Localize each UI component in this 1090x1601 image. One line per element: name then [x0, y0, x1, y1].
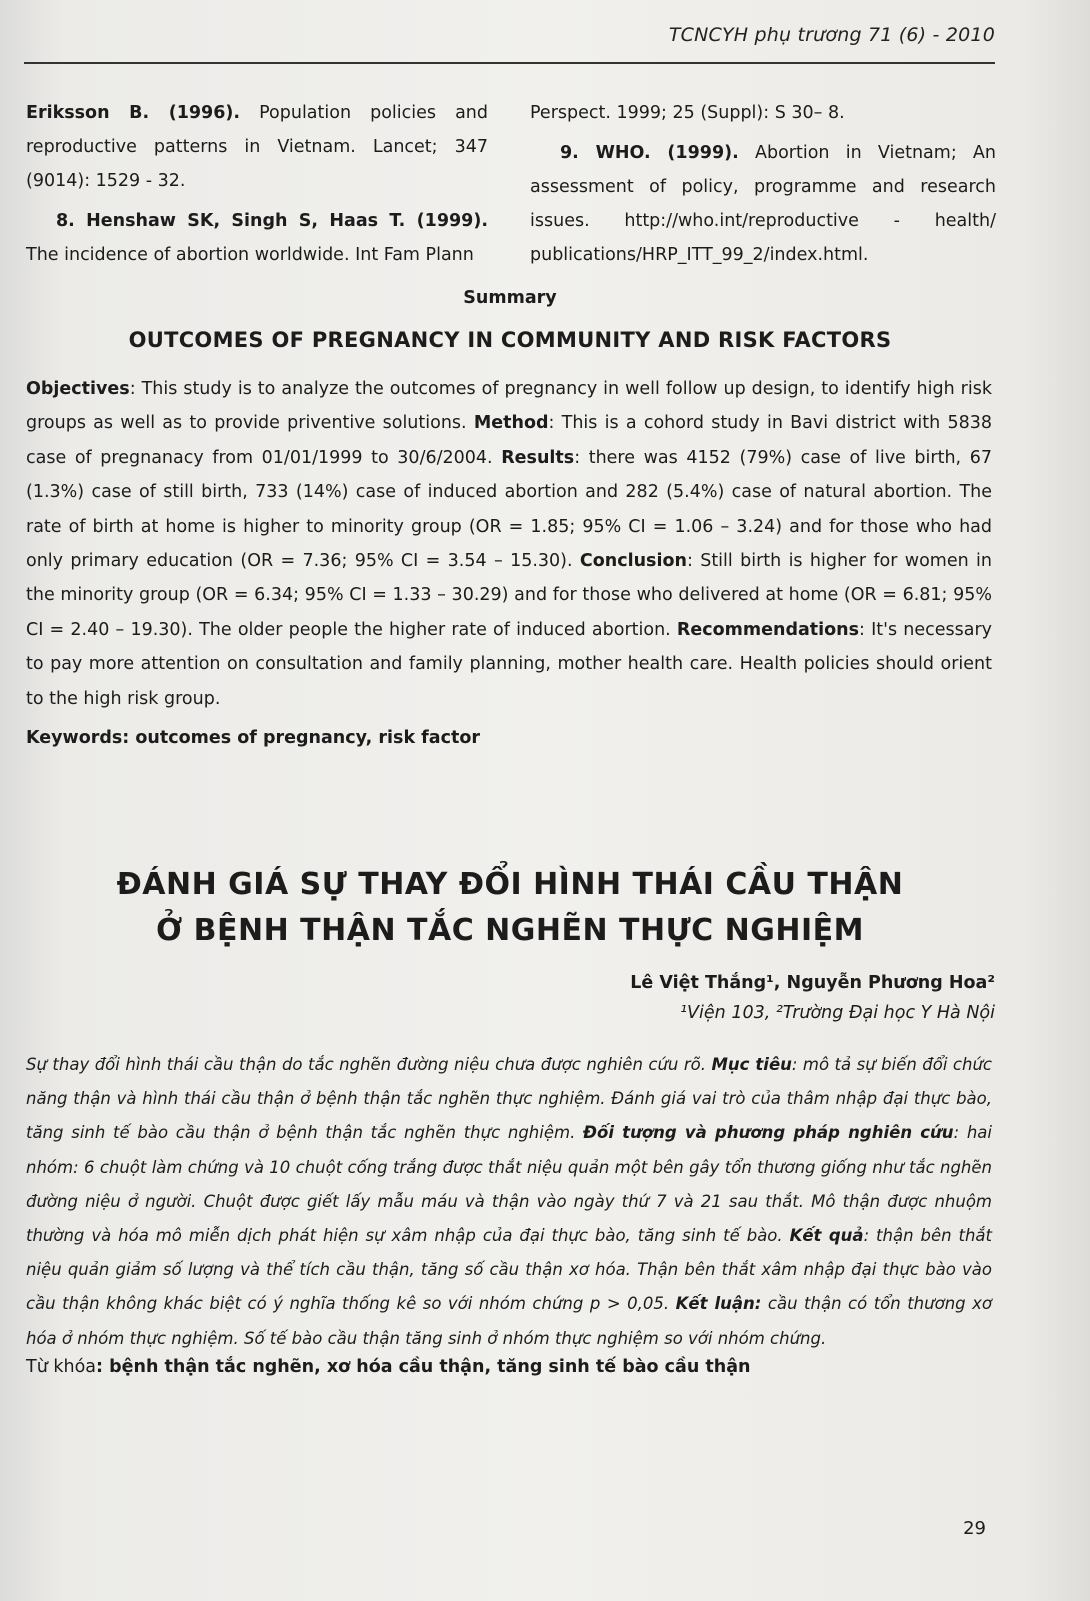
- objective-label-vn: Mục tiêu: [711, 1055, 792, 1074]
- recommendations-text: : It's necessary to pay more attention on consultation and family planning, mother health care. Health policies should orient to the high risk group.: [26, 619, 992, 709]
- summary-label: Summary: [463, 288, 557, 308]
- conclusion-label: Conclusion: [579, 551, 687, 572]
- references-right-column: [530, 96, 996, 278]
- reference-9-text: Abortion in Vietnam; An assessment of policy, programme and research issues. http://who.int/reproductive - health/ publications/HRP_ITT_99_2/index.html.: [530, 143, 996, 265]
- reference-8-continued: Perspect. 1999; 25 (Suppl): S 30– 8.: [530, 103, 845, 123]
- author-block: [630, 968, 995, 1028]
- results-text: : there was 4152 (79%) case of live birth, 67 (1.3%) case of still birth, 733 (14%) case of induced abortion and 282 (5.4%) case of natural abortion. The rate of birth at home is higher to minority group (OR = 1.85; 95% CI = 1.06 – 3.24) and for those who had only primary education (OR = 7.36; 95% CI = 3.54 – 15.30).: [26, 447, 992, 572]
- vietnamese-abstract: [26, 1048, 992, 1356]
- english-abstract: [26, 372, 992, 716]
- reference-7: [26, 96, 488, 198]
- methods-text-vn: : hai nhóm: 6 chuột làm chứng và 10 chuột cống trắng được thắt niệu quản một bên gây tổn thương giống như tắc nghẽn đường niệu ở người. Chuột được giết lấy mẫu máu và thận vào ngày thứ 7 và 21 sau thắt. Mô thận được nhuộm thường và hóa mô miễn dịch phát hiện sự xâm nhập của đại thực bào, tăng sinh tế bào.: [26, 1123, 992, 1246]
- english-title: OUTCOMES OF PREGNANCY IN COMMUNITY AND RISK FACTORS: [128, 328, 892, 352]
- objectives-label: Objectives: [26, 379, 130, 399]
- reference-8-author: 8. Henshaw SK, Singh S, Haas T. (1999).: [56, 211, 488, 231]
- vietnamese-title-line-1: ĐÁNH GIÁ SỰ THAY ĐỔI HÌNH THÁI CẦU THẬN: [116, 867, 904, 902]
- reference-7-text: Population policies and reproductive patterns in Vietnam. Lancet; 347 (9014): 1529 - 32.: [26, 103, 488, 191]
- keywords-label-vn: Từ khóa: [26, 1357, 96, 1377]
- header-rule: [24, 62, 995, 64]
- reference-9: [530, 136, 996, 272]
- reference-7-author: Eriksson B. (1996).: [26, 103, 241, 123]
- running-head: TCNCYH phụ trương 71 (6) - 2010: [668, 24, 995, 46]
- keywords-text-vn: : bệnh thận tắc nghẽn, xơ hóa cầu thận, tăng sinh tế bào cầu thận: [96, 1357, 751, 1377]
- vietnamese-title: [0, 862, 1020, 954]
- abstract-intro: Sự thay đổi hình thái cầu thận do tắc nghẽn đường niệu chưa được nghiên cứu rõ.: [26, 1055, 712, 1074]
- reference-8-text: The incidence of abortion worldwide. Int Fam Plann: [26, 245, 474, 265]
- method-text: : This is a cohord study in Bavi district with 5838 case of pregnanacy from 01/01/1999 to 30/6/2004.: [26, 413, 992, 468]
- conclusion-text-vn: cầu thận có tổn thương xơ hóa ở nhóm thực nghiệm. Số tế bào cầu thận tăng sinh ở nhóm thực nghiệm so với nhóm chứng.: [26, 1294, 992, 1348]
- english-keywords: Keywords: outcomes of pregnancy, risk factor: [26, 728, 481, 748]
- vietnamese-title-line-2: Ở BỆNH THẬN TẮC NGHẼN THỰC NGHIỆM: [156, 913, 864, 948]
- reference-9-author: 9. WHO. (1999).: [560, 143, 739, 163]
- conclusion-text: : Still birth is higher for women in the minority group (OR = 6.34; 95% CI = 1.33 – 30.29) and for those who delivered at home (OR = 6.81; 95% CI = 2.40 – 19.30). The older people the higher rate of induced abortion.: [26, 551, 992, 640]
- recommendations-label: Recommendations: [676, 619, 860, 640]
- conclusion-label-vn: Kết luận:: [675, 1294, 762, 1314]
- objective-text-vn: : mô tả sự biến đổi chức năng thận và hình thái cầu thận ở bệnh thận tắc nghẽn thực nghiệm. Đánh giá vai trò của thâm nhập đại thực bào, tăng sinh tế bào cầu thận ở bệnh thận tắc nghẽn thực nghiệm.: [26, 1055, 992, 1143]
- method-label: Method: [473, 413, 549, 434]
- author-names: Lê Việt Thắng¹, Nguyễn Phương Hoa²: [630, 973, 995, 993]
- results-label: Results: [501, 447, 575, 468]
- results-text-vn: : thận bên thắt niệu quản giảm số lượng và thể tích cầu thận, tăng số cầu thận xơ hóa. Thận bên thắt xâm nhập đại thực bào vào cầu thận không khác biệt có ý nghĩa thống kê so với nhóm chứng p > 0,05.: [26, 1226, 992, 1314]
- objectives-text: : This study is to analyze the outcomes of pregnancy in well follow up design, to identify high risk groups as well as to provide priventive solutions.: [26, 379, 992, 434]
- author-affiliations: ¹Viện 103, ²Trường Đại học Y Hà Nội: [680, 1003, 995, 1023]
- references-left-column: [26, 96, 488, 278]
- page-number: 29: [963, 1518, 986, 1539]
- methods-label-vn: Đối tượng và phương pháp nghiên cứu: [583, 1123, 954, 1143]
- vietnamese-keywords: [26, 1357, 750, 1377]
- reference-8: [26, 204, 488, 272]
- results-label-vn: Kết quả: [789, 1226, 864, 1246]
